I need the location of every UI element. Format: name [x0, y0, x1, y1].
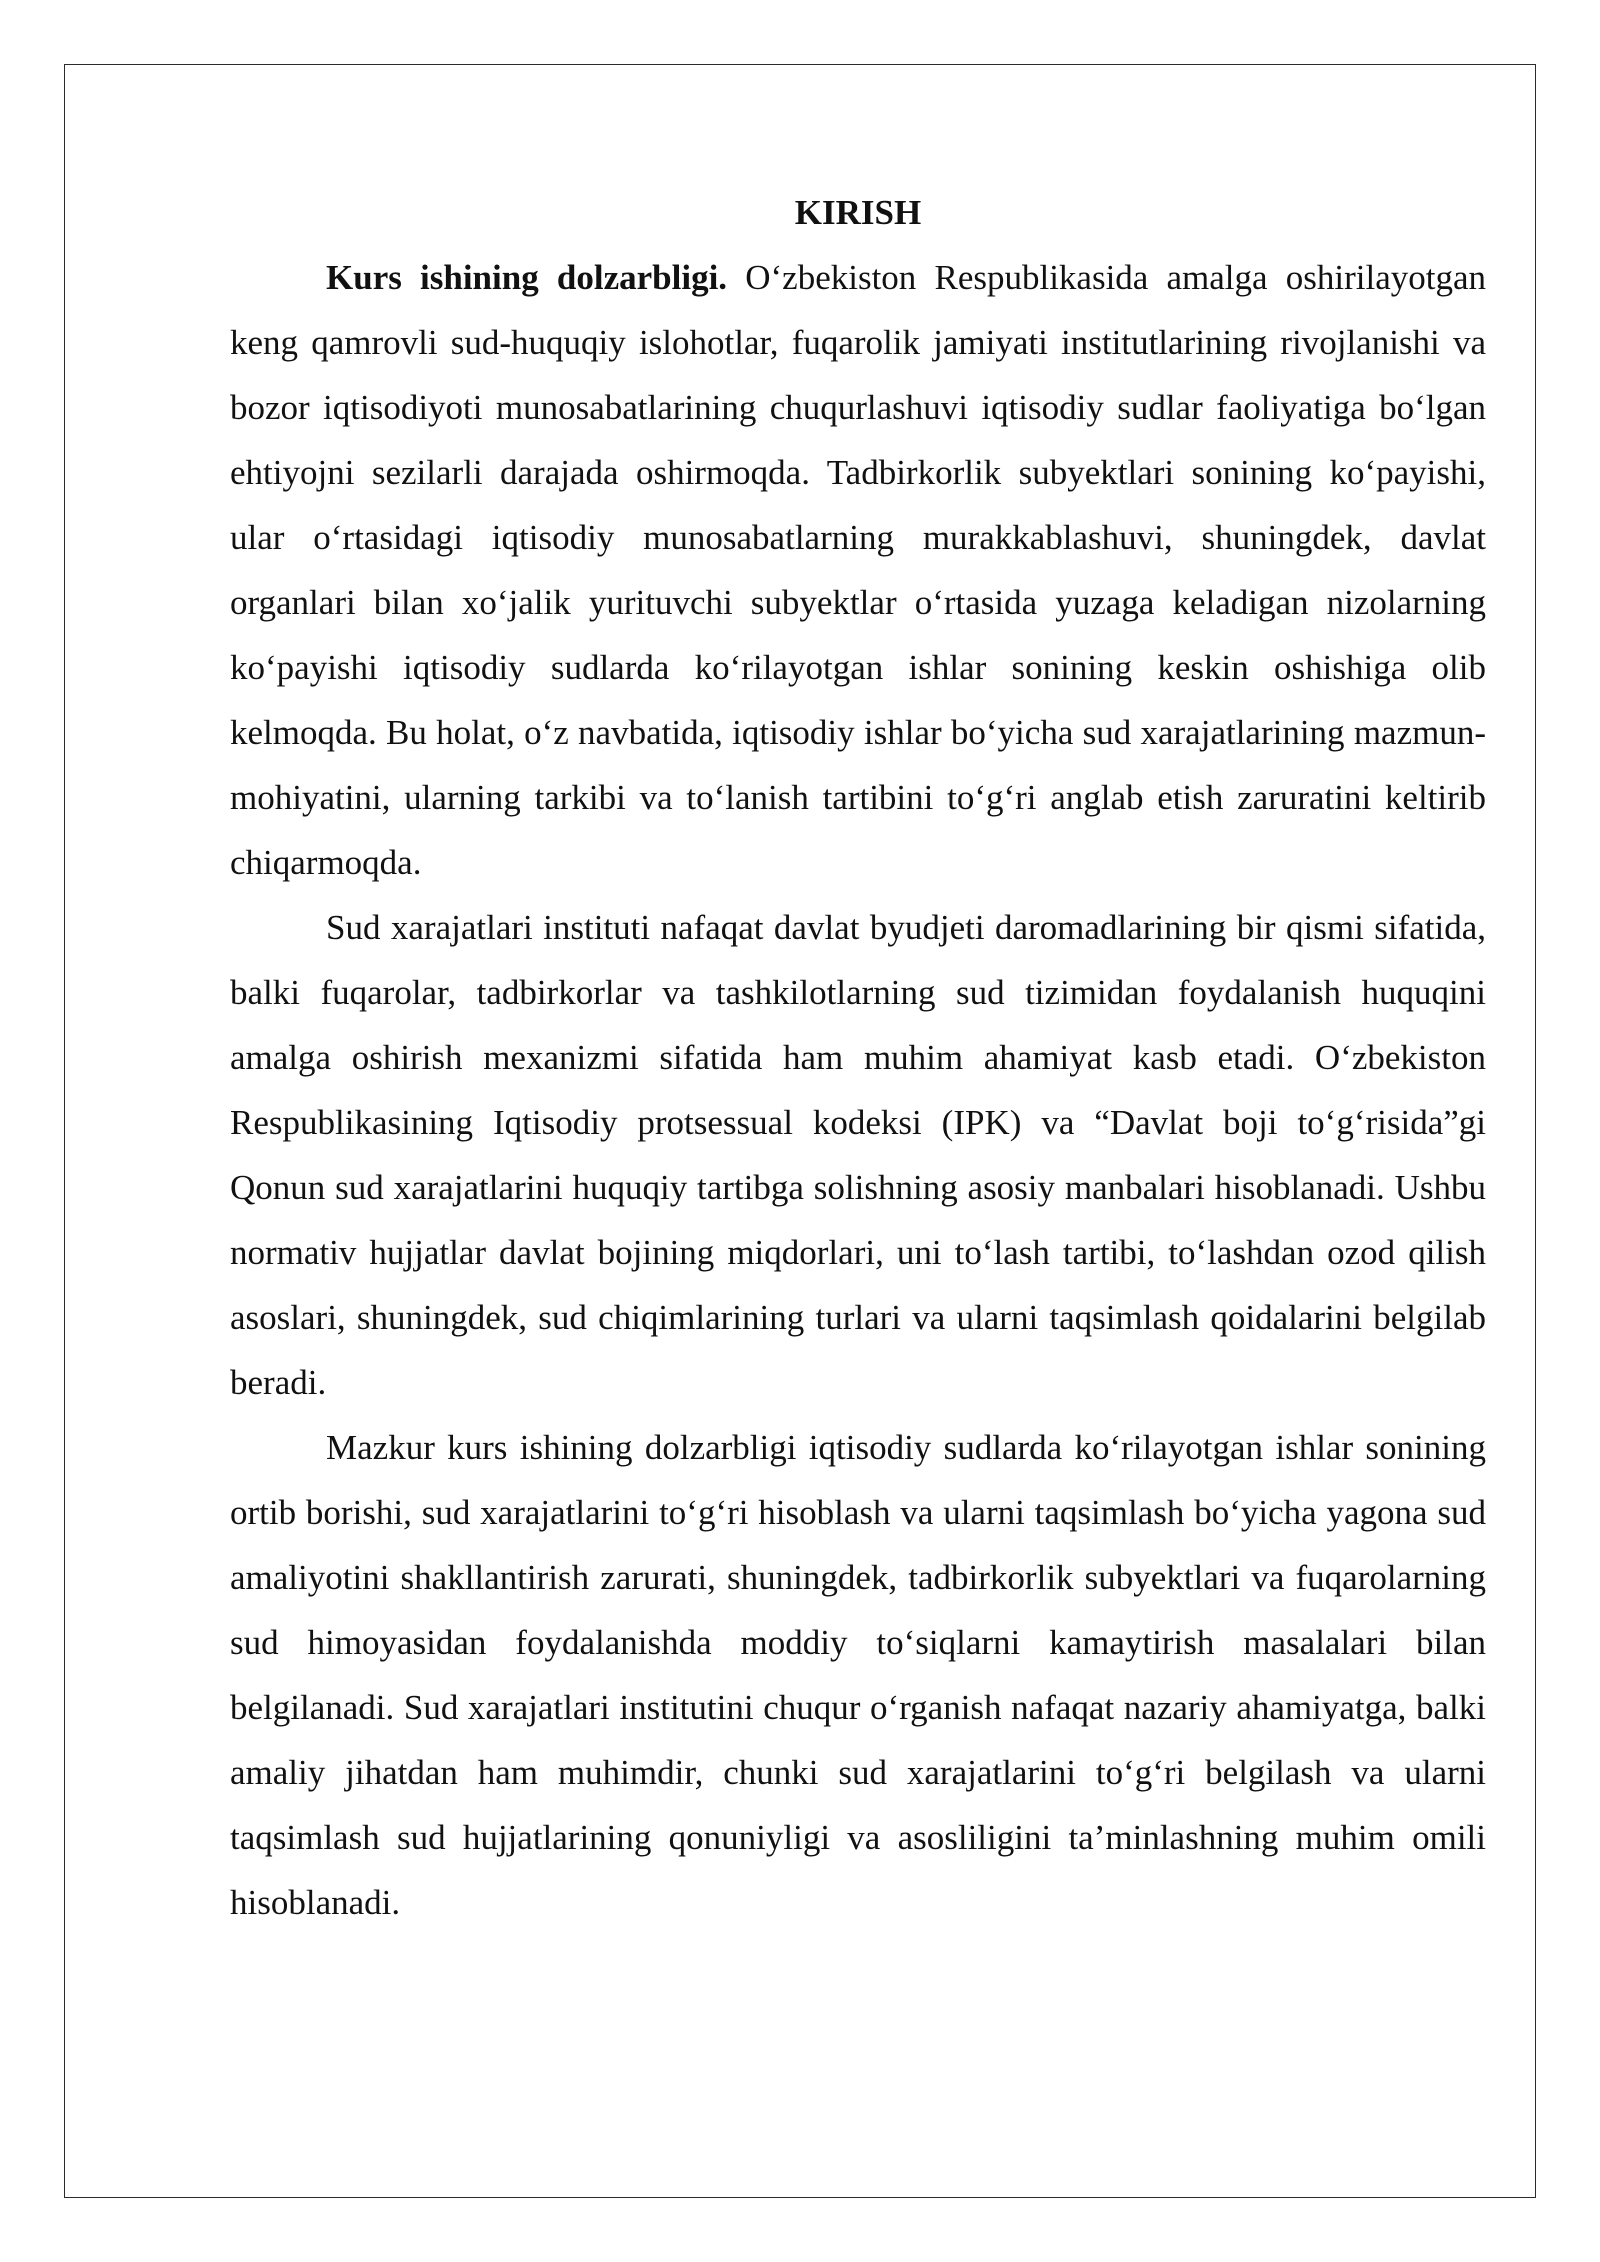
paragraph-text: Mazkur kurs ishining dolzarbligi iqtisodiy sudlarda ko‘rilayotgan ishlar sonining ortib borishi, sud xarajatlarini to‘g‘ri hisoblash va ularni taqsimlash bo‘yicha yagona sud amaliyotini shakllantirish zarurati, shuningdek, tadbirkorlik subyektlari va fuqarolarning sud himoyasidan foydalanishda moddiy to‘siqlarni kamaytirish masalalari bilan belgilanadi. Sud xarajatlari institutini chuqur o‘rganish nafaqat nazariy ahamiyatga, balki amaliy jihatdan ham muhimdir, chunki sud xarajatlarini to‘g‘ri belgilash va ularni taqsimlash sud hujjatlarining qonuniyligi va asosliligini ta’minlashning muhim omili hisoblanadi. [230, 1428, 1486, 1922]
paragraph-court-costs-institute [230, 895, 1486, 1415]
paragraph-relevance [230, 245, 1486, 895]
paragraph-text: Sud xarajatlari instituti nafaqat davlat byudjeti daromadlarining bir qismi sifatida, balki fuqarolar, tadbirkorlar va tashkilotlarning sud tizimidan foydalanish huquqini amalga oshirish mexanizmi sifatida ham muhim ahamiyat kasb etadi. O‘zbekiston Respublikasining Iqtisodiy protsessual kodeksi (IPK) va “Davlat boji to‘g‘risida”gi Qonun sud xarajatlarini huquqiy tartibga solishning asosiy manbalari hisoblanadi. Ushbu normativ hujjatlar davlat bojining miqdorlari, uni to‘lash tartibi, to‘lashdan ozod qilish asoslari, shuningdek, sud chiqimlarining turlari va ularni taqsimlash qoidalarini belgilab beradi. [230, 908, 1486, 1402]
paragraph-lead: Kurs ishining dolzarbligi. [326, 258, 728, 297]
document-body [230, 180, 1486, 1935]
paragraph-text: O‘zbekiston Respublikasida amalga oshirilayotgan keng qamrovli sud-huquqiy islohotlar, fuqarolik jamiyati institutlarining rivojlanishi va bozor iqtisodiyoti munosabatlarining chuqurlashuvi iqtisodiy sudlar faoliyatiga bo‘lgan ehtiyojni sezilarli darajada oshirmoqda. Tadbirkorlik subyektlari sonining ko‘payishi, ular o‘rtasidagi iqtisodiy munosabatlarning murakkablashuvi, shuningdek, davlat organlari bilan xo‘jalik yurituvchi subyektlar o‘rtasida yuzaga keladigan nizolarning ko‘payishi iqtisodiy sudlarda ko‘rilayotgan ishlar sonining keskin oshishiga olib kelmoqda. Bu holat, o‘z navbatida, iqtisodiy ishlar bo‘yicha sud xarajatlarining mazmun-mohiyatini, ularning tarkibi va to‘lanish tartibini to‘g‘ri anglab etish zaruratini keltirib chiqarmoqda. [230, 258, 1486, 882]
document-title: KIRISH [794, 193, 922, 232]
paragraph-course-relevance [230, 1415, 1486, 1935]
